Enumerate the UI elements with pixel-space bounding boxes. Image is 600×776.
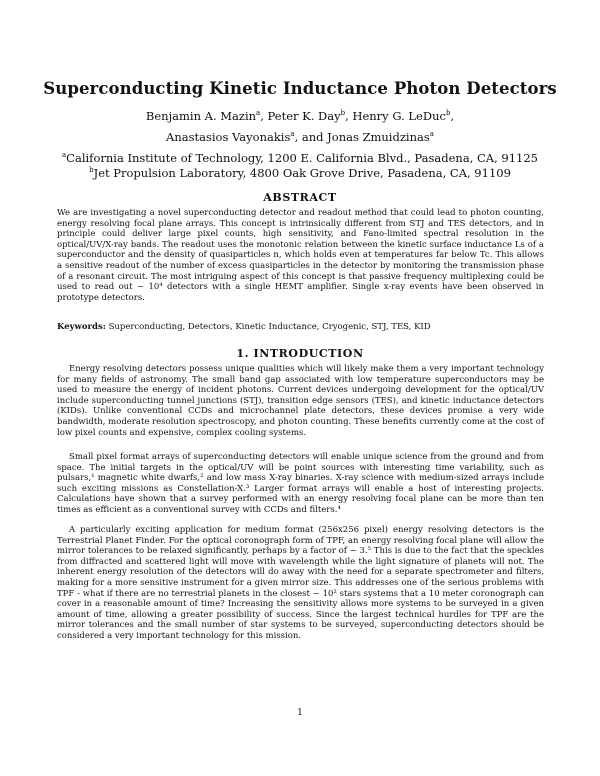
page-number: 1: [297, 708, 303, 718]
author-affiliation-mark: b: [445, 109, 451, 118]
paragraph: Small pixel format arrays of superconducting detectors will enable unique science from the ground and from space. The initial targets in the optical/UV will be point sources with interesting time variability, such as pulsars,¹ magnetic white dwarfs,² and low mass X-ray binaries. X-ray science with medium-sized arrays include such exciting missions as Constellation-X.³ Larger format arrays will enable a host of interesting projects. Calculations have shown that a survey performed with an energy resolving focal plane can be more than ten times as efficient as a conventional survey with CCDs and filters.⁴: [57, 452, 544, 515]
author-affiliation-mark: a: [429, 130, 434, 139]
affiliation: [40, 151, 560, 165]
author: Benjamin A. Mazin: [145, 109, 257, 123]
paragraph: A particularly exciting application for medium format (256x256 pixel) energy resolving detectors is the Terrestrial Planet Finder. For the optical coronograph form of TPF, an energy resolving focal plane will allow the mirror tolerances to be relaxed significantly, perhaps by a factor of ~ 3.⁵ This is due to the fact that the speckles from diffracted and scattered light will move with wavelength while the light signature of planets will not. The inherent energy resolution of the detectors will do away with the need for a separate spectrometer and filters, making for a more sensitive instrument for a given mirror size. This addresses one of the serious problems with TPF - what if there are no terrestrial planets in the closest ~ 10² stars systems that a 10 meter coronograph can cover in a reasonable amount of time? Increasing the sensitivity allows more systems to be surveyed in a given amount of time, allowing a greater possibility of success. Since the largest technical hurdles for TPF are the mirror tolerances and the small number of star systems to be surveyed, superconducting detectors should be considered a very important technology for this mission.: [57, 525, 544, 641]
author-separator: , and: [294, 130, 328, 144]
keywords: [57, 322, 544, 333]
author: Anastasios Vayonakis: [166, 130, 291, 144]
keywords-text: Superconducting, Detectors, Kinetic Inductance, Cryogenic, STJ, TES, KID: [108, 322, 431, 332]
author: Jonas Zmuidzinas: [327, 130, 430, 144]
paragraph: Energy resolving detectors possess unique qualities which will likely make them a very important technology for many fields of astronomy. The small band gap associated with low temperature superconductors may be used to measure the energy of incident photons. Current devices undergoing development for the optical/UV include superconducting tunnel junctions (STJ), transition edge sensors (TES), and kinetic inductance detectors (KIDs). Unlike conventional CCDs and microchannel plate detectors, these devices promise a very wide bandwidth, moderate resolution spectroscopy, and photon counting. These benefits currently come at the cost of low pixel counts and expensive, complex cooling systems.: [57, 364, 544, 438]
author-affiliation-mark: a: [256, 109, 261, 118]
affiliation-mark: a: [61, 151, 67, 160]
author: Henry G. LeDuc: [352, 109, 446, 123]
author-separator: ,: [345, 109, 353, 123]
abstract-heading: ABSTRACT: [263, 191, 337, 204]
author-affiliation-mark: a: [290, 130, 295, 139]
affiliation-text: Jet Propulsion Laboratory, 4800 Oak Grove Drive, Pasadena, CA, 91109: [93, 166, 511, 180]
keywords-label: Keywords:: [57, 322, 106, 332]
affiliation: [40, 166, 560, 180]
author-list-line-1: [40, 109, 560, 123]
author-separator: ,: [450, 109, 455, 123]
author-separator: ,: [260, 109, 268, 123]
abstract-text: We are investigating a novel superconducting detector and readout method that could lead to photon counting, energy resolving focal plane arrays. This concept is intrinsically different from STJ and TES detectors, and in principle could deliver large pixel counts, high sensitivity, and Fano-limited spectral resolution in the optical/UV/X-ray bands. The readout uses the monotonic relation between the kinetic surface inductance Ls of a superconductor and the density of quasiparticles n, which holds even at temperatures far below Tc. This allows a sensitive readout of the number of excess quasiparticles in the detector by monitoring the transmission phase of a resonant circuit. The most intriguing aspect of this concept is that passive frequency multiplexing could be used to read out ~ 10⁴ detectors with a single HEMT amplifier. Single x-ray events have been observed in prototype detectors.: [57, 208, 544, 303]
section-heading-introduction: 1. INTRODUCTION: [236, 347, 364, 360]
author: Peter K. Day: [267, 109, 341, 123]
paper-title: Superconducting Kinetic Inductance Photon Detectors: [43, 79, 557, 98]
affiliation-text: California Institute of Technology, 1200 E. California Blvd., Pasadena, CA, 91125: [66, 151, 538, 165]
author-affiliation-mark: b: [340, 109, 346, 118]
author-list-line-2: [40, 130, 560, 144]
affiliation-mark: b: [89, 166, 94, 175]
